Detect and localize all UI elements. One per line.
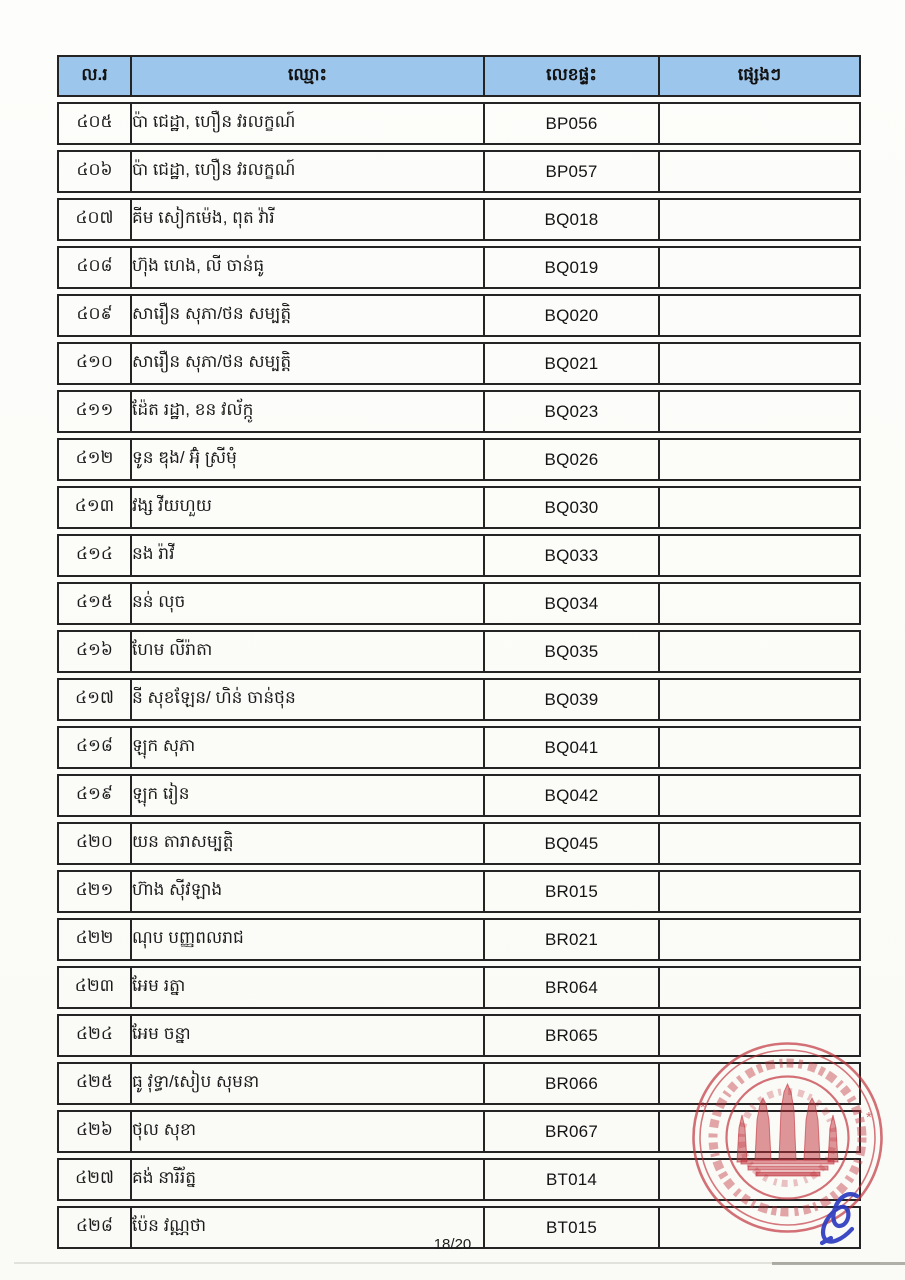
cell-code: BQ030 <box>483 486 658 529</box>
name-register-table <box>57 50 861 1254</box>
cell-code: BQ045 <box>483 822 658 865</box>
cell-name: ហែម លីរ៉ាតា <box>130 630 483 673</box>
table-row <box>57 534 861 577</box>
cell-row-number: ៤១៥ <box>57 582 130 625</box>
cell-name: វង្ស វីយហួយ <box>130 486 483 529</box>
cell-row-number: ៤១២ <box>57 438 130 481</box>
cell-remark <box>658 918 861 961</box>
cell-code: BQ023 <box>483 390 658 433</box>
cell-remark <box>658 870 861 913</box>
cell-code: BQ019 <box>483 246 658 289</box>
cell-name: ដ៉ែត រដ្ឋា, ខន វល័ក្កូ <box>130 390 483 433</box>
table-row <box>57 1062 861 1105</box>
table-row <box>57 390 861 433</box>
cell-row-number: ៤២៦ <box>57 1110 130 1153</box>
cell-name: អែម ចន្នា <box>130 1014 483 1057</box>
table-row <box>57 822 861 865</box>
cell-remark <box>658 1110 861 1153</box>
cell-row-number: ៤១៣ <box>57 486 130 529</box>
cell-code: BQ026 <box>483 438 658 481</box>
cell-code: BR015 <box>483 870 658 913</box>
cell-code: BQ041 <box>483 726 658 769</box>
header-other: ផ្សេងៗ <box>658 55 861 97</box>
cell-remark <box>658 582 861 625</box>
seal-star-right: * <box>866 1109 872 1126</box>
table-row <box>57 1014 861 1057</box>
cell-remark <box>658 1014 861 1057</box>
table-row <box>57 918 861 961</box>
cell-row-number: ៤២៧ <box>57 1158 130 1201</box>
cell-name: នន់ លុច <box>130 582 483 625</box>
cell-name: នង រ៉ាវី <box>130 534 483 577</box>
cell-remark <box>658 102 861 145</box>
cell-row-number: ៤២១ <box>57 870 130 913</box>
cell-remark <box>658 342 861 385</box>
cell-remark <box>658 486 861 529</box>
cell-name: ប៉ា ជេដ្ឋា, ហឿន វរលក្ខណ៍ <box>130 150 483 193</box>
cell-remark <box>658 150 861 193</box>
cell-name: ប៉ា ជេដ្ឋា, ហឿន វរលក្ខណ៍ <box>130 102 483 145</box>
table-row <box>57 438 861 481</box>
cell-code: BR065 <box>483 1014 658 1057</box>
cell-row-number: ៤១៦ <box>57 630 130 673</box>
cell-name: ហ៊ុង ហេង, លី ចាន់ធូ <box>130 246 483 289</box>
table-row <box>57 246 861 289</box>
cell-remark <box>658 966 861 1009</box>
cell-name: ណុប បញ្ញពលរាជ <box>130 918 483 961</box>
cell-code: BR021 <box>483 918 658 961</box>
cell-name: គង់ នារីរ័ត្ន <box>130 1158 483 1201</box>
cell-name: គីម សៀកម៉េង, ពុត វ៉ារី <box>130 198 483 241</box>
cell-name: អែម រត្នា <box>130 966 483 1009</box>
table-row <box>57 198 861 241</box>
table-row <box>57 774 861 817</box>
scan-artifact-line <box>14 1262 880 1264</box>
cell-code: BQ039 <box>483 678 658 721</box>
cell-code: BQ033 <box>483 534 658 577</box>
cell-remark <box>658 822 861 865</box>
cell-name: ហ៊ាង ស៊ីវឡាង <box>130 870 483 913</box>
cell-row-number: ៤១៨ <box>57 726 130 769</box>
cell-code: BR066 <box>483 1062 658 1105</box>
table-row <box>57 1158 861 1201</box>
cell-row-number: ៤០៦ <box>57 150 130 193</box>
cell-remark <box>658 1158 861 1201</box>
cell-name: ប៉ែន វណ្ណថា <box>130 1206 483 1249</box>
table-row <box>57 870 861 913</box>
cell-row-number: ៤០៩ <box>57 294 130 337</box>
table-row <box>57 678 861 721</box>
cell-row-number: ៤១០ <box>57 342 130 385</box>
page-number: 18/20 <box>433 1236 472 1253</box>
cell-code: BQ042 <box>483 774 658 817</box>
cell-name: ឡុក រៀន <box>130 774 483 817</box>
cell-row-number: ៤១១ <box>57 390 130 433</box>
cell-remark <box>658 198 861 241</box>
cell-row-number: ៤២៨ <box>57 1206 130 1249</box>
table-row <box>57 582 861 625</box>
cell-remark <box>658 294 861 337</box>
cell-row-number: ៤២៣ <box>57 966 130 1009</box>
table-row <box>57 294 861 337</box>
cell-name: សារឿន សុភា/ថន សម្បត្តិ <box>130 294 483 337</box>
cell-row-number: ៤២២ <box>57 918 130 961</box>
header-name: ឈ្មោះ <box>130 55 483 97</box>
table-row <box>57 102 861 145</box>
table-row <box>57 966 861 1009</box>
cell-row-number: ៤០៨ <box>57 246 130 289</box>
table-row <box>57 486 861 529</box>
cell-remark <box>658 534 861 577</box>
cell-code: BQ034 <box>483 582 658 625</box>
cell-code: BQ020 <box>483 294 658 337</box>
cell-remark <box>658 774 861 817</box>
cell-name: ថុល សុខា <box>130 1110 483 1153</box>
seal-star-left: * <box>700 1099 706 1116</box>
cell-name: ទូន ឌុង/ អ៊ុំ ស្រីមុំ <box>130 438 483 481</box>
cell-name: ធូ វុទ្ធា/សៀប សុមនា <box>130 1062 483 1105</box>
table-header-row <box>57 55 861 97</box>
cell-row-number: ៤១៧ <box>57 678 130 721</box>
header-house-number: លេខផ្ទះ <box>483 55 658 97</box>
cell-code: BP056 <box>483 102 658 145</box>
table-row <box>57 1110 861 1153</box>
table-row <box>57 150 861 193</box>
cell-code: BR067 <box>483 1110 658 1153</box>
cell-name: ឡុក សុភា <box>130 726 483 769</box>
cell-remark <box>658 246 861 289</box>
cell-row-number: ៤២០ <box>57 822 130 865</box>
cell-code: BR064 <box>483 966 658 1009</box>
cell-code: BP057 <box>483 150 658 193</box>
cell-remark <box>658 630 861 673</box>
cell-remark <box>658 726 861 769</box>
cell-row-number: ៤១៩ <box>57 774 130 817</box>
cell-code: BT015 <box>483 1206 658 1249</box>
cell-remark <box>658 390 861 433</box>
cell-row-number: ៤២៥ <box>57 1062 130 1105</box>
cell-code: BQ018 <box>483 198 658 241</box>
cell-row-number: ៤១៤ <box>57 534 130 577</box>
cell-row-number: ៤០៧ <box>57 198 130 241</box>
header-row-number: ល.រ <box>57 55 130 97</box>
table-row <box>57 342 861 385</box>
cell-name: យន តារាសម្បត្តិ <box>130 822 483 865</box>
cell-code: BT014 <box>483 1158 658 1201</box>
cell-name: នី សុខឡែន/ ហិន់ ចាន់ថុន <box>130 678 483 721</box>
cell-remark <box>658 678 861 721</box>
cell-code: BQ021 <box>483 342 658 385</box>
cell-row-number: ៤២៤ <box>57 1014 130 1057</box>
cell-remark <box>658 1062 861 1105</box>
cell-code: BQ035 <box>483 630 658 673</box>
cell-remark <box>658 438 861 481</box>
cell-row-number: ៤០៥ <box>57 102 130 145</box>
table-row <box>57 630 861 673</box>
cell-name: សារឿន សុភា/ថន សម្បត្តិ <box>130 342 483 385</box>
table-row <box>57 726 861 769</box>
scan-artifact-line-dark <box>772 1262 905 1265</box>
